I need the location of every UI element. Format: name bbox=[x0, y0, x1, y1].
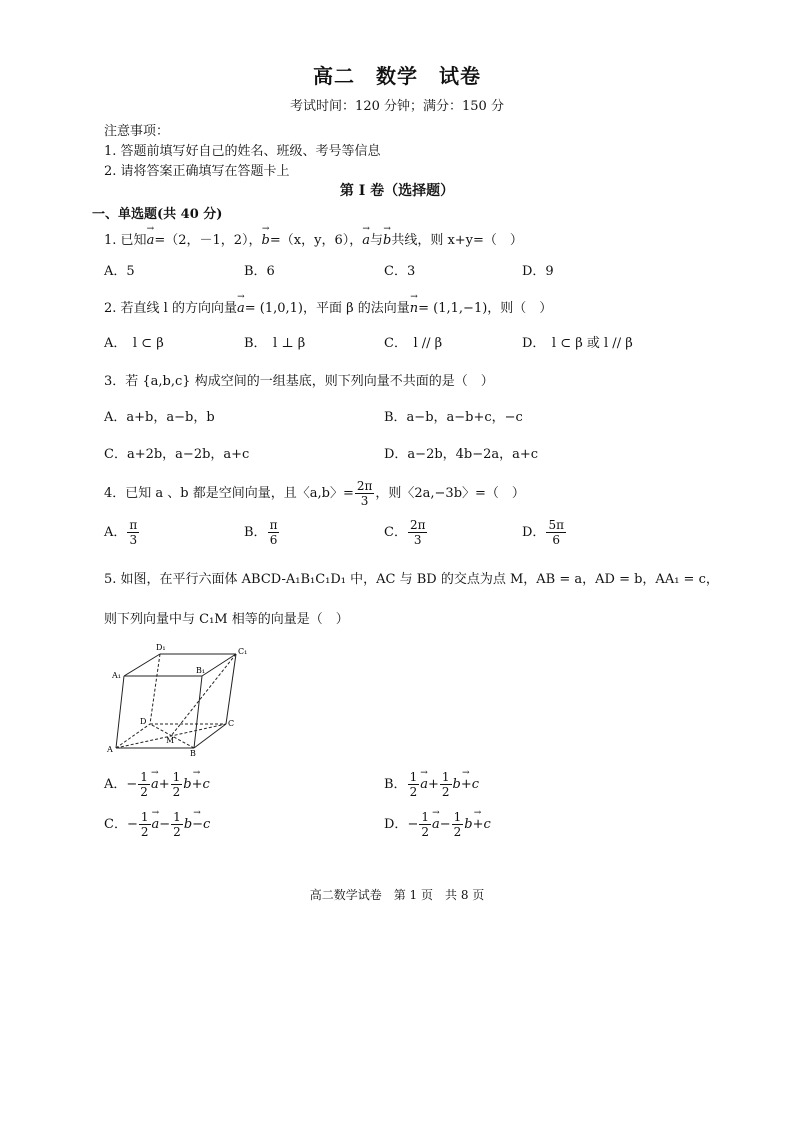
q3-option-c: C．a+2b，a−2b，a+c bbox=[104, 447, 250, 462]
section-title: 第 I 卷（选择题） bbox=[339, 183, 455, 199]
q4-option-c: C． $\frac{2\pi}{3}$ bbox=[384, 518, 426, 547]
q1-mid: 与 bbox=[369, 233, 383, 248]
q2-option-d: D． l ⊂ β 或 l // β bbox=[522, 336, 633, 351]
q3-option-b: B．a−b，a−b+c，−c bbox=[384, 410, 523, 425]
parallelepiped-figure bbox=[104, 640, 254, 758]
q1-pre: 已知 bbox=[120, 233, 147, 248]
page-footer: 高二数学试卷 第 1 页 共 8 页 bbox=[309, 888, 485, 902]
q4-option-b: B． $\frac{\pi}{6}$ bbox=[244, 518, 278, 547]
q4-fraction: $\frac{2\pi}{3}$ bbox=[356, 479, 373, 508]
question-4 bbox=[104, 479, 525, 508]
q2-option-a: A． l ⊂ β bbox=[104, 336, 164, 351]
q4-text-1: 4．已知 a 、b 都是空间向量，且〈a,b〉= bbox=[104, 486, 354, 501]
q1-a-value: =（2，－1，2）， bbox=[154, 233, 262, 248]
q4-option-d: D． $\frac{5\pi}{6}$ bbox=[522, 518, 564, 547]
q5-option-b: B． $\frac{1}{2}$ → a+ $\frac{1}{2}$ → b+c bbox=[384, 770, 479, 799]
q2-n-value: = (1,1,−1)，则（ ） bbox=[418, 301, 553, 316]
label-d1: D₁ bbox=[156, 643, 166, 652]
label-b1: B₁ bbox=[196, 666, 206, 675]
q4-option-a: A． $\frac{\pi}{3}$ bbox=[104, 518, 138, 547]
q5-option-c: C．− $\frac{1}{2}$ → a− $\frac{1}{2}$ → b−c bbox=[104, 810, 210, 839]
question-5-line-2: 则下列向量中与 C₁M 相等的向量是（ ） bbox=[104, 612, 349, 627]
q1-option-d: D．9 bbox=[522, 264, 554, 279]
label-c1: C₁ bbox=[238, 647, 248, 656]
label-m: M bbox=[166, 736, 175, 745]
q1-option-b: B．6 bbox=[244, 264, 275, 279]
label-a: A bbox=[107, 745, 113, 754]
q5-option-d: D．− $\frac{1}{2}$ → a− $\frac{1}{2}$ → b+c bbox=[384, 810, 491, 839]
vector-b: → b bbox=[262, 233, 270, 248]
q1-number: 1. bbox=[104, 233, 121, 248]
page-title: 高二 数学 试卷 bbox=[313, 64, 481, 88]
notice-heading: 注意事项： bbox=[104, 124, 170, 139]
q5-option-a: A．− $\frac{1}{2}$ → a+ $\frac{1}{2}$ → b+c bbox=[104, 770, 210, 799]
q2-a-value: = (1,0,1)，平面 β 的法向量 bbox=[244, 301, 410, 316]
vector-n: → n bbox=[410, 301, 418, 316]
q3-option-a: A．a+b，a−b，b bbox=[104, 410, 215, 425]
q1-b-value: =（x，y，6）， bbox=[269, 233, 363, 248]
q1-post: 共线，则 x+y=（ ） bbox=[391, 233, 523, 248]
q4-text-2: ，则〈2a,−3b〉=（ ） bbox=[375, 486, 525, 501]
vector-a: → a bbox=[147, 233, 155, 248]
q3-option-d: D．a−2b，4b−2a，a+c bbox=[384, 447, 539, 462]
notice-item-2: 2. 请将答案正确填写在答题卡上 bbox=[104, 164, 290, 179]
q2-number: 2. bbox=[104, 301, 121, 316]
vector-a: → a bbox=[362, 233, 370, 248]
q1-option-c: C．3 bbox=[384, 264, 416, 279]
vector-a: → a bbox=[237, 301, 245, 316]
q2-text: 若直线 l 的方向向量 bbox=[120, 301, 237, 316]
label-a1: A₁ bbox=[112, 671, 121, 680]
label-c: C bbox=[228, 719, 235, 728]
notice-item-1: 1. 答题前填写好自己的姓名、班级、考号等信息 bbox=[104, 144, 381, 159]
question-5-line-1: 5. 如图，在平行六面体 ABCD-A₁B₁C₁D₁ 中，AC 与 BD 的交点为点 M，AB = a，AD = b，AA₁ = c， bbox=[104, 572, 719, 587]
part-title: 一、单选题(共 40 分) bbox=[92, 207, 223, 222]
exam-info: 考试时间：120 分钟；满分：150 分 bbox=[290, 99, 504, 114]
label-d: D bbox=[140, 717, 147, 726]
q1-option-a: A．5 bbox=[104, 264, 135, 279]
question-2 bbox=[104, 297, 552, 316]
q2-option-c: C． l // β bbox=[384, 336, 443, 351]
question-3: 3．若 {a,b,c} 构成空间的一组基底，则下列向量不共面的是（ ） bbox=[104, 374, 494, 389]
label-b: B bbox=[190, 749, 196, 758]
question-1 bbox=[104, 229, 523, 248]
vector-b: → b bbox=[383, 233, 391, 248]
q2-option-b: B． l ⊥ β bbox=[244, 336, 306, 351]
